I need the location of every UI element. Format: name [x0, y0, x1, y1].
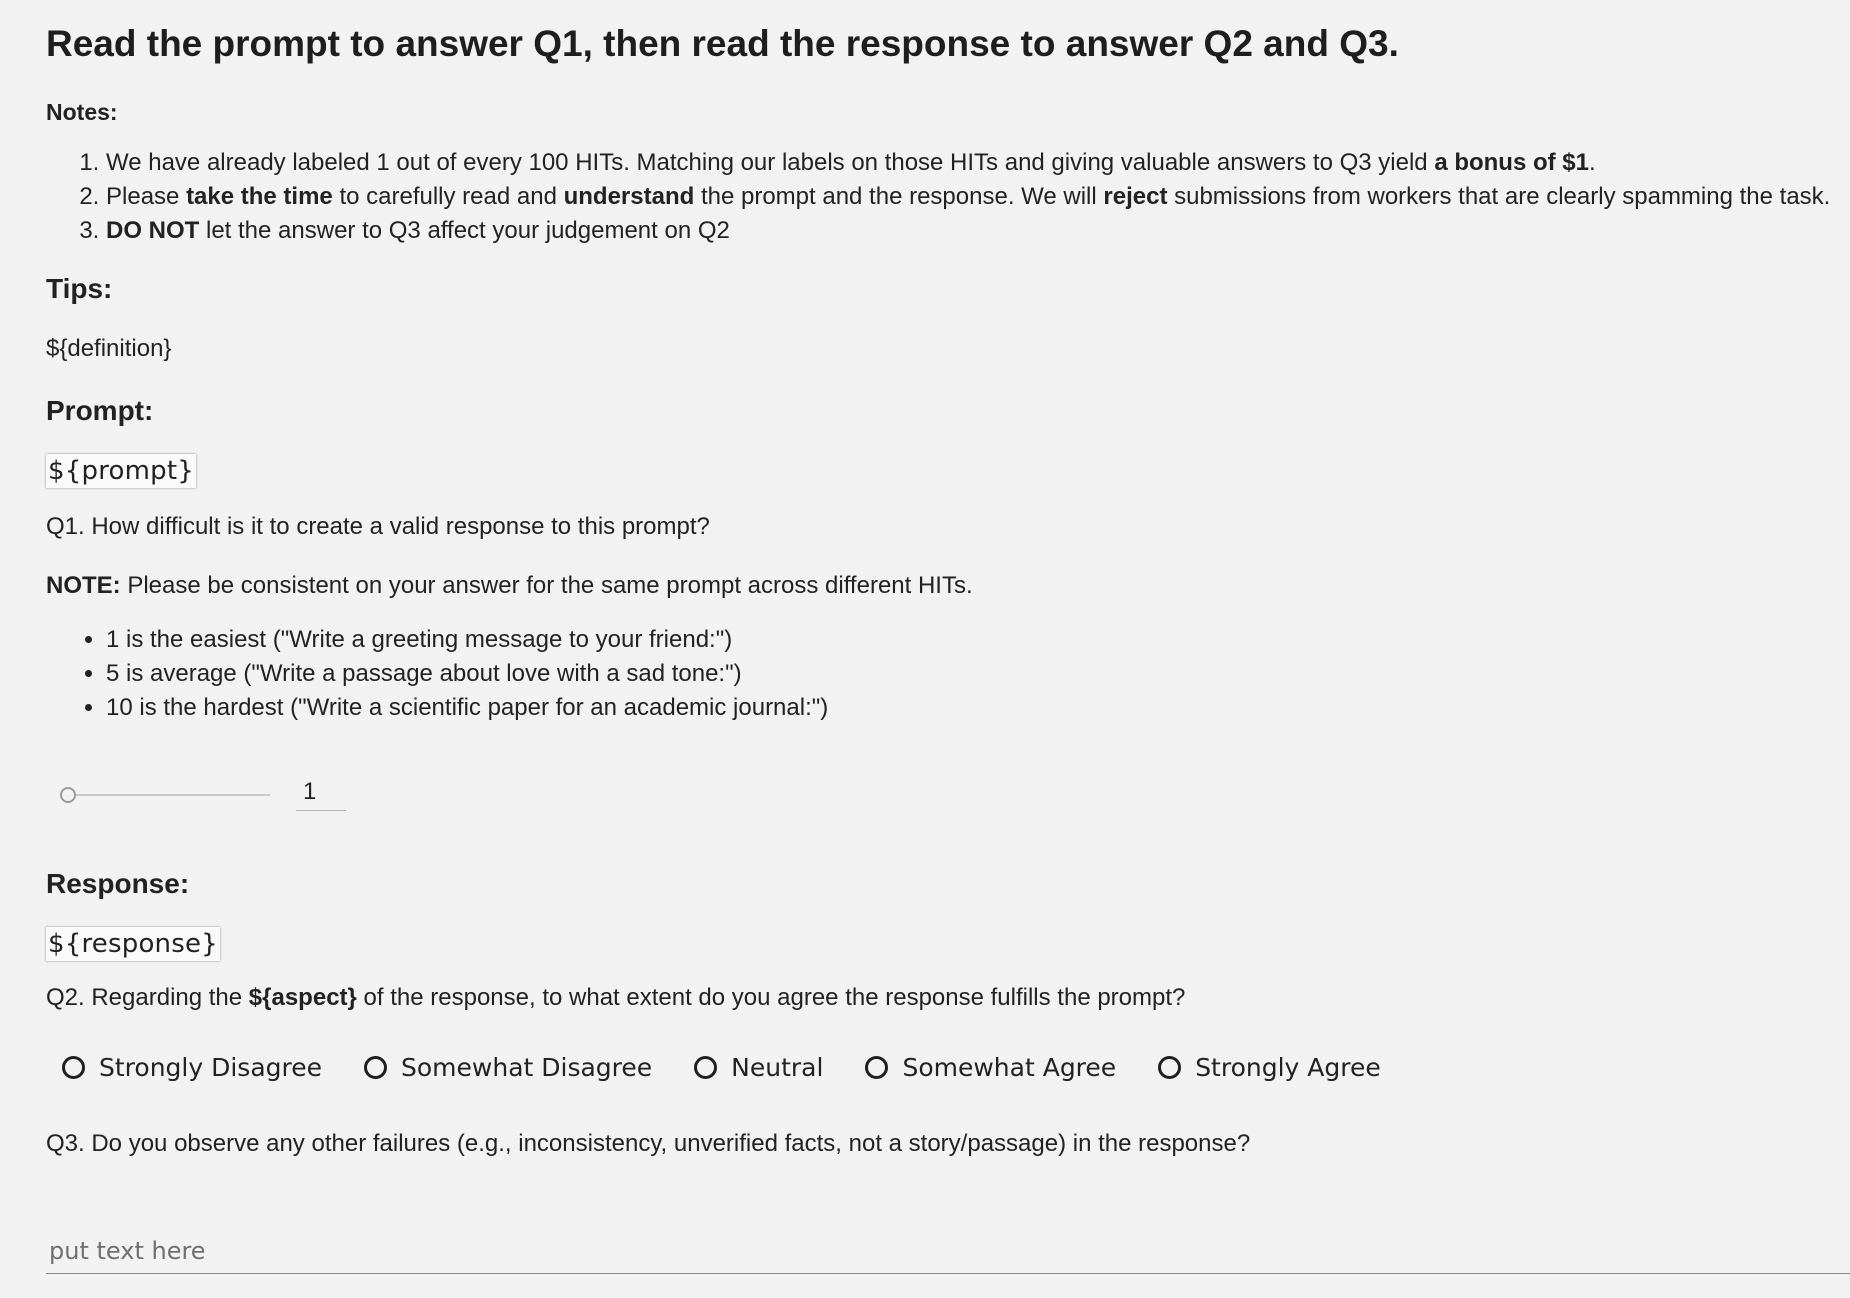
note-item-2	[106, 180, 1850, 214]
scale-item: • 5 is average ("Write a passage about love with a sad tone:")	[106, 657, 1850, 691]
radio-label: Strongly Agree	[1195, 1052, 1381, 1082]
radio-strongly-agree[interactable]	[1158, 1053, 1381, 1082]
notes-list	[46, 146, 1850, 248]
page-title: Read the prompt to answer Q1, then read the response to answer Q2 and Q3.	[46, 23, 1399, 64]
note-item-1	[106, 146, 1850, 180]
response-heading: Response:	[46, 868, 190, 899]
difficulty-scale-list	[46, 623, 1850, 725]
scale-item: • 1 is the easiest ("Write a greeting message to your friend:")	[106, 623, 1850, 657]
radio-strongly-disagree[interactable]	[62, 1053, 322, 1082]
note-3-text: let the answer to Q3 affect your judgement on Q2	[199, 217, 730, 244]
tips-definition: ${definition}	[46, 335, 172, 362]
note-item-3	[106, 214, 1850, 248]
q2-text-b: of the response, to what extent do you agree the response fulfills the prompt?	[356, 984, 1186, 1011]
difficulty-slider-thumb[interactable]	[60, 787, 76, 803]
radio-neutral[interactable]	[694, 1053, 823, 1082]
note-2-text-b: to carefully read and	[332, 183, 564, 210]
note-2-bold-c: reject	[1103, 183, 1168, 210]
q2-question	[46, 983, 1850, 1013]
q1-question: Q1. How difficult is it to create a valid response to this prompt?	[46, 513, 710, 540]
difficulty-value-input[interactable]	[296, 773, 346, 811]
q1-note-text: Please be consistent on your answer for the same prompt across different HITs.	[120, 572, 973, 599]
note-2-text-c: the prompt and the response. We will	[694, 183, 1104, 210]
radio-label: Somewhat Agree	[902, 1052, 1117, 1082]
tips-heading: Tips:	[46, 273, 113, 304]
response-value: ${response}	[48, 929, 218, 959]
radio-circle-icon[interactable]	[1158, 1056, 1181, 1079]
radio-circle-icon[interactable]	[865, 1056, 888, 1079]
q2-radio-group	[46, 1047, 1850, 1087]
q1-note	[46, 571, 1850, 601]
q1-note-bold: NOTE:	[46, 572, 121, 599]
note-2-text-a: Please	[106, 183, 187, 210]
q2-aspect: ${aspect}	[248, 984, 357, 1011]
radio-circle-icon[interactable]	[694, 1056, 717, 1079]
radio-circle-icon[interactable]	[62, 1056, 85, 1079]
notes-label: Notes:	[46, 99, 118, 125]
note-1-text: We have already labeled 1 out of every 100 HITs. Matching our labels on those HITs and giving valuable answers to Q3 yield	[106, 149, 1435, 176]
radio-label: Neutral	[731, 1052, 824, 1082]
q2-text-a: Q2. Regarding the	[46, 984, 249, 1011]
note-3-bold: DO NOT	[106, 217, 200, 244]
radio-label: Strongly Disagree	[99, 1052, 322, 1082]
radio-somewhat-disagree[interactable]	[364, 1053, 652, 1082]
note-1-end: .	[1589, 149, 1596, 176]
prompt-value: ${prompt}	[48, 456, 194, 486]
scale-item: • 10 is the hardest ("Write a scientific paper for an academic journal:")	[106, 691, 1850, 725]
radio-label: Somewhat Disagree	[401, 1052, 653, 1082]
note-1-bold: a bonus of $1	[1434, 149, 1589, 176]
radio-somewhat-agree[interactable]	[865, 1053, 1116, 1082]
q3-text-input[interactable]	[46, 1230, 1850, 1274]
q3-question: Q3. Do you observe any other failures (e.g., inconsistency, unverified facts, not a story/passage) in the response?	[46, 1130, 1251, 1157]
note-2-bold-a: take the time	[186, 183, 333, 210]
difficulty-slider-row	[46, 761, 1850, 841]
radio-circle-icon[interactable]	[364, 1056, 387, 1079]
prompt-heading: Prompt:	[46, 395, 154, 426]
difficulty-slider-track[interactable]	[62, 794, 270, 796]
note-2-text-d: submissions from workers that are clearly spamming the task.	[1167, 183, 1831, 210]
note-2-bold-b: understand	[563, 183, 695, 210]
